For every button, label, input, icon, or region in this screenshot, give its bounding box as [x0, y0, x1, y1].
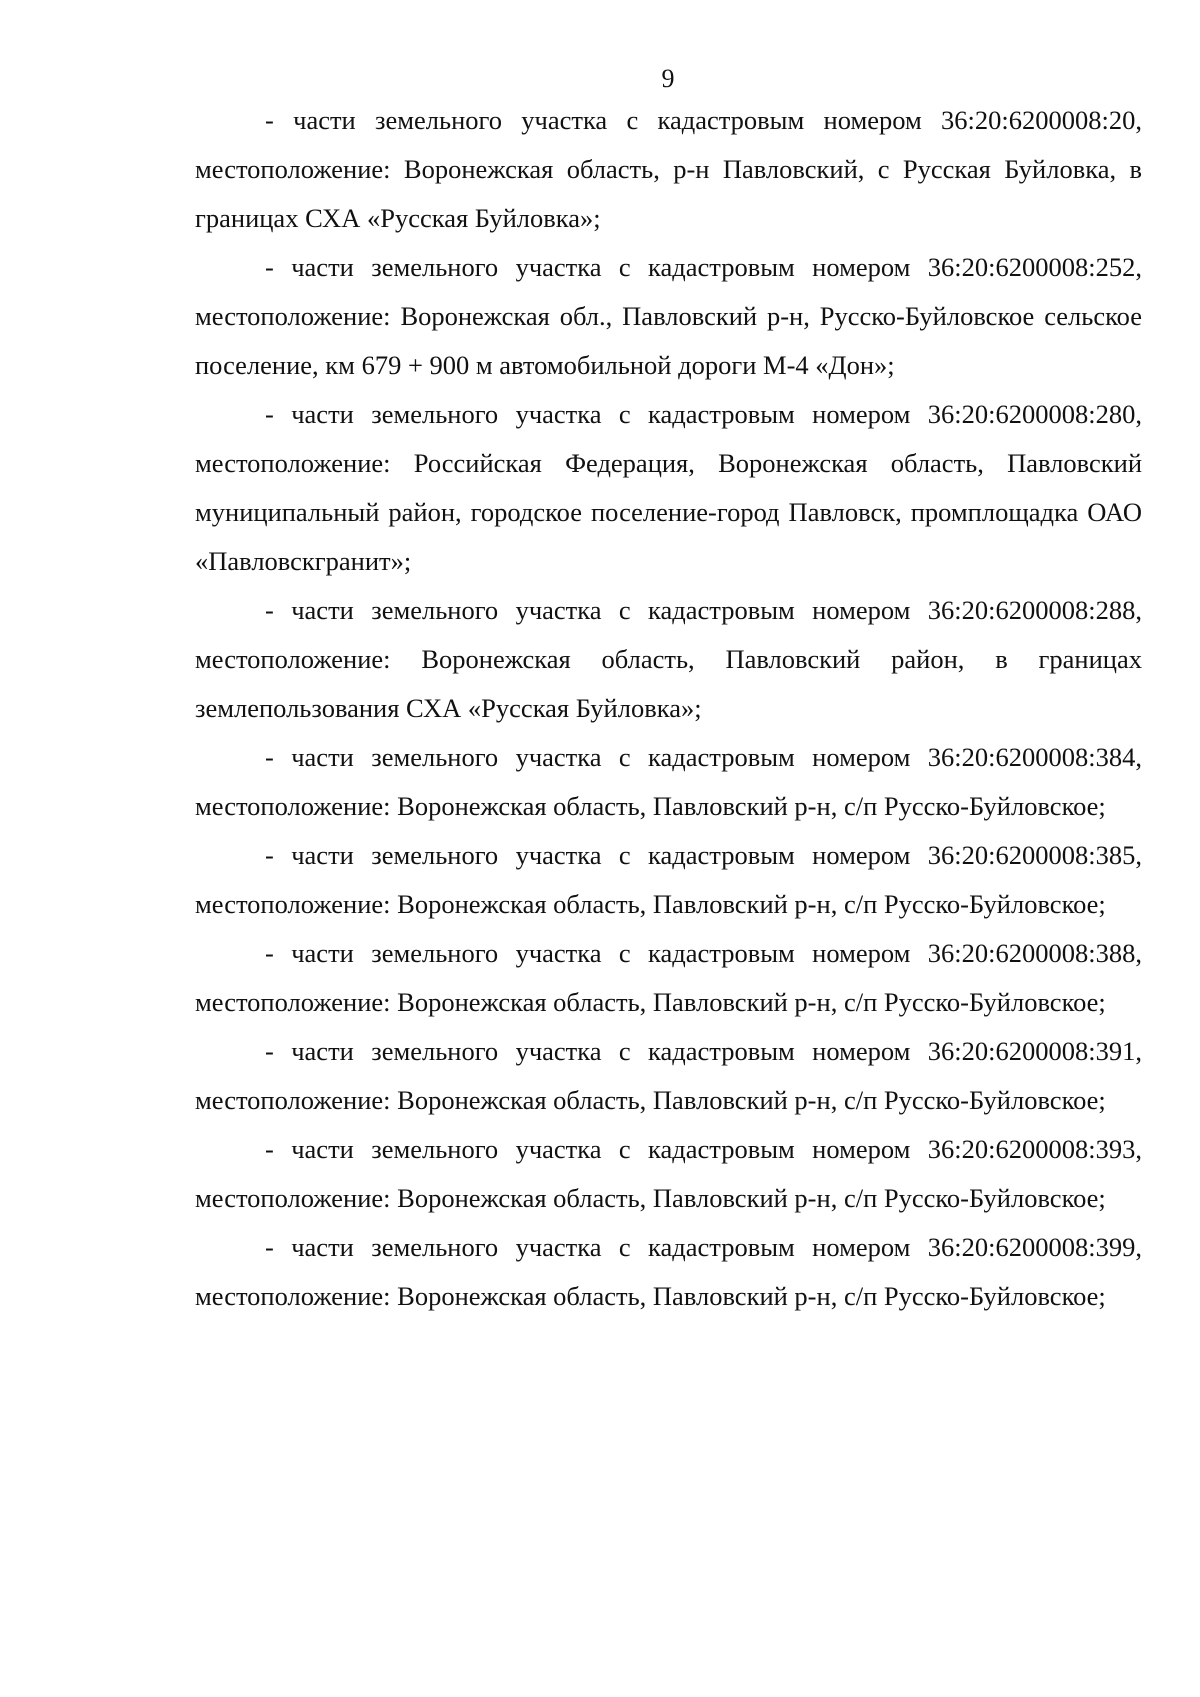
land-plot-item-20: - части земельного участка с кадастровым номером 36:20:6200008:20, местоположение: Воронежская область, р-н Павловский, с Русская Буйловка, в границах СХА «Русская Буйловка»;: [195, 105, 1142, 233]
land-plot-item-388: - части земельного участка с кадастровым номером 36:20:6200008:388, местоположение: Воронежская область, Павловский р-н, с/п Русско-Буйловское;: [195, 938, 1142, 1017]
document-body: [195, 96, 1142, 1321]
land-plot-item-280: - части земельного участка с кадастровым номером 36:20:6200008:280, местоположение: Российская Федерация, Воронежская область, Павловский муниципальный район, городское поселение-город Павловск, промплощадка ОАО «Павловскгранит»;: [195, 399, 1142, 576]
land-plot-item-393: - части земельного участка с кадастровым номером 36:20:6200008:393, местоположение: Воронежская область, Павловский р-н, с/п Русско-Буйловское;: [195, 1134, 1142, 1213]
land-plot-item-384: - части земельного участка с кадастровым номером 36:20:6200008:384, местоположение: Воронежская область, Павловский р-н, с/п Русско-Буйловское;: [195, 742, 1142, 821]
land-plot-item-288: - части земельного участка с кадастровым номером 36:20:6200008:288, местоположение: Воронежская область, Павловский район, в границах землепользования СХА «Русская Буйловка»;: [195, 595, 1142, 723]
land-plot-item-385: - части земельного участка с кадастровым номером 36:20:6200008:385, местоположение: Воронежская область, Павловский р-н, с/п Русско-Буйловское;: [195, 840, 1142, 919]
land-plot-item-391: - части земельного участка с кадастровым номером 36:20:6200008:391, местоположение: Воронежская область, Павловский р-н, с/п Русско-Буйловское;: [195, 1036, 1142, 1115]
page-number: 9: [661, 64, 675, 93]
land-plot-item-399: - части земельного участка с кадастровым номером 36:20:6200008:399, местоположение: Воронежская область, Павловский р-н, с/п Русско-Буйловское;: [195, 1232, 1142, 1311]
land-plot-item-252: - части земельного участка с кадастровым номером 36:20:6200008:252, местоположение: Воронежская обл., Павловский р-н, Русско-Буйловское сельское поселение, км 679 + 900 м автомобильной дороги М-4 «Дон»;: [195, 252, 1142, 380]
